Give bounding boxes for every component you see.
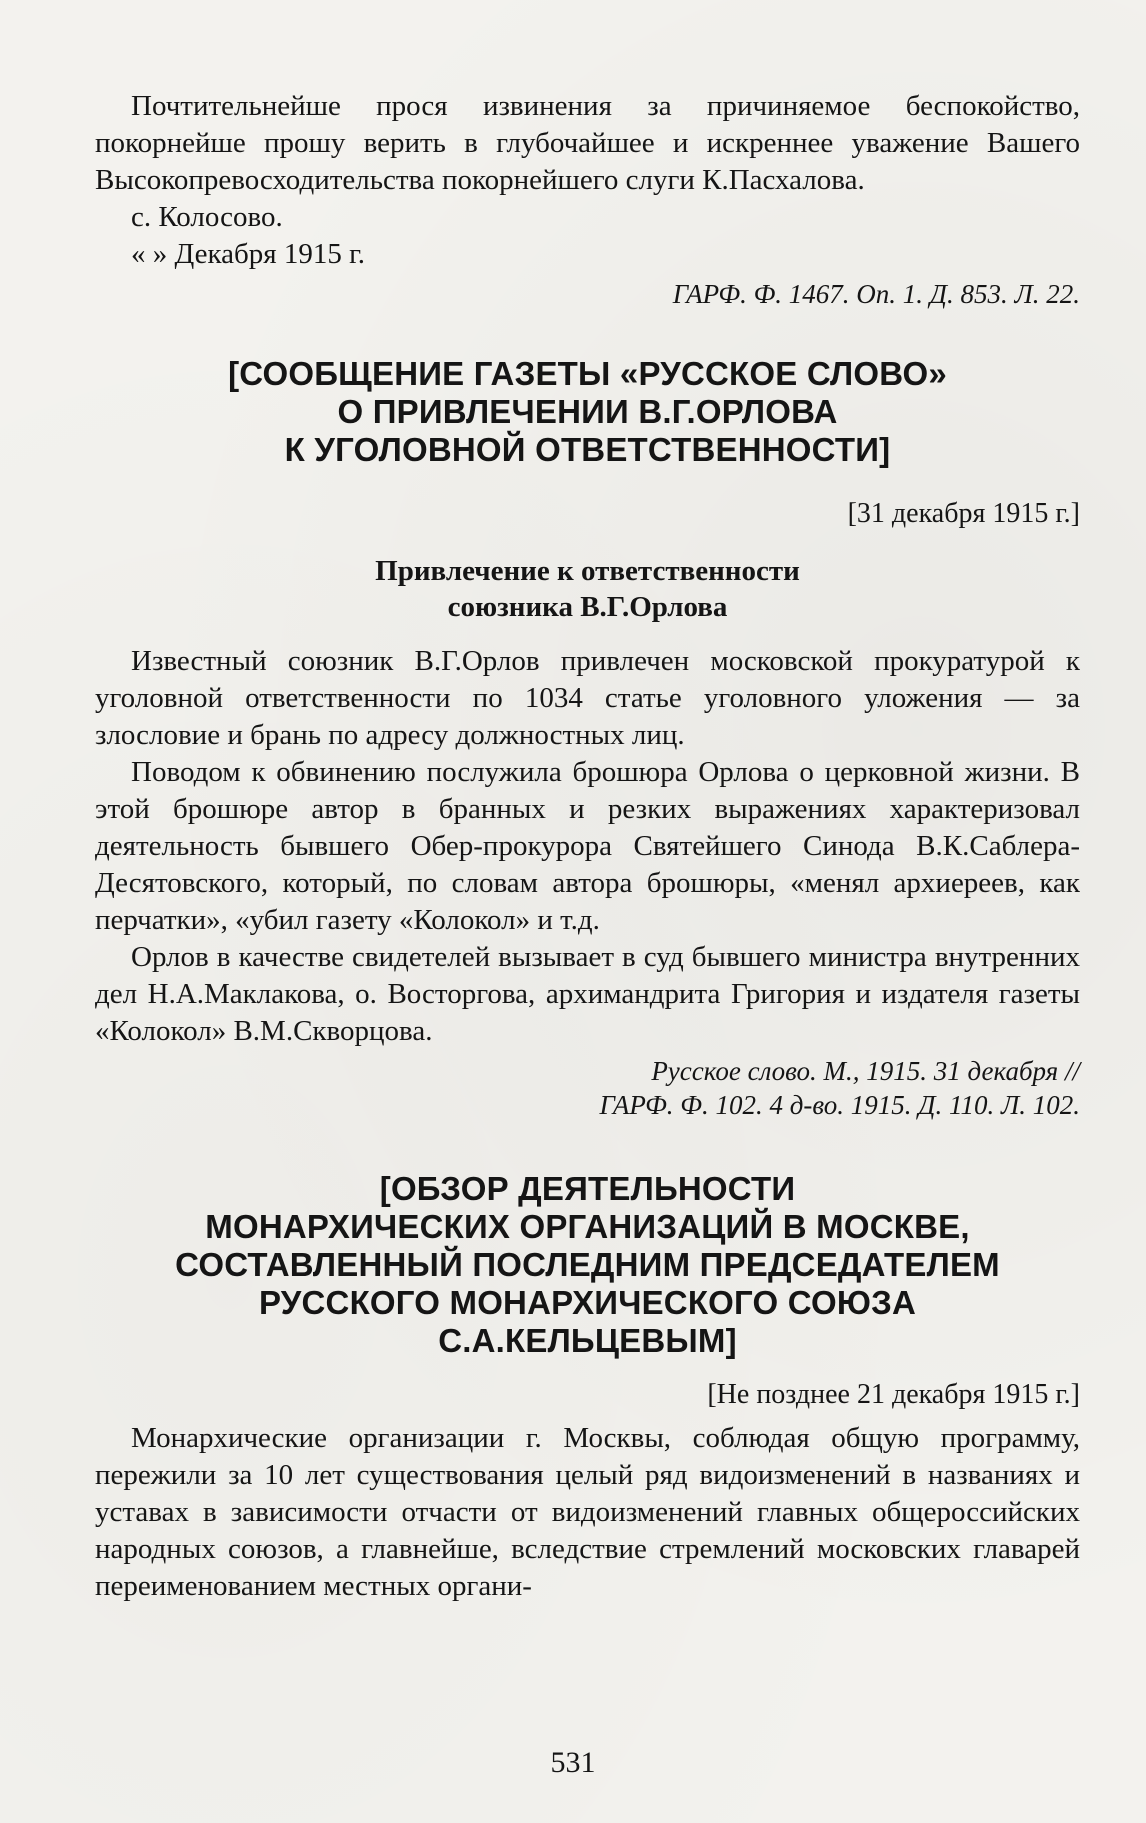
section1-citation <box>95 1054 1080 1122</box>
section1-heading-line: О ПРИВЛЕЧЕНИИ В.Г.ОРЛОВА <box>337 393 838 430</box>
page-number: 531 <box>550 1746 596 1779</box>
section1-date: [31 декабря 1915 г.] <box>847 498 1080 529</box>
section1-subheading-line: союзника В.Г.Орлова <box>447 591 728 623</box>
section1-heading-line: К УГОЛОВНОЙ ОТВЕТСТВЕННОСТИ] <box>284 431 891 468</box>
section1-heading-line: [СООБЩЕНИЕ ГАЗЕТЫ «РУССКОЕ СЛОВО» <box>228 355 947 392</box>
letter-date: « » Декабря 1915 г. <box>131 238 365 270</box>
section1-citation-line: Русское слово. М., 1915. 31 декабря // <box>651 1056 1080 1086</box>
section2-heading-line: МОНАРХИЧЕСКИХ ОРГАНИЗАЦИЙ В МОСКВЕ, <box>205 1208 970 1245</box>
section1-paragraph: Известный союзник В.Г.Орлов привлечен московской прокуратурой к уголовной ответственности по 1034 статье уголовного уложения — за злословие и брань по адресу должностных лиц. <box>95 645 1080 751</box>
section1-citation-line: ГАРФ. Ф. 102. 4 д-во. 1915. Д. 110. Л. 102. <box>599 1090 1080 1120</box>
section1-paragraph: Орлов в качестве свидетелей вызывает в суд бывшего министра внутренних дел Н.А.Маклакова, о. Восторгова, архимандрита Григория и издателя газеты «Колокол» В.М.Скворцова. <box>95 941 1080 1047</box>
section2-heading-line: РУССКОГО МОНАРХИЧЕСКОГО СОЮЗА <box>259 1284 916 1321</box>
text-column <box>95 88 1080 1605</box>
section2-heading-line: С.А.КЕЛЬЦЕВЫМ] <box>438 1322 737 1359</box>
section2-heading-line: [ОБЗОР ДЕЯТЕЛЬНОСТИ <box>379 1170 796 1207</box>
section1-subheading <box>95 553 1080 625</box>
section1-paragraph: Поводом к обвинению послужила брошюра Орлова о церковной жизни. В этой брошюре автор в бранных и резких выражениях характеризовал деятельность бывшего Обер-прокурора Святейшего Синода В.К.Саблера-Десятовского, который, по словам автора брошюры, «менял архиереев, как перчатки», «убил газету «Колокол» и т.д. <box>95 756 1080 936</box>
section2-date: [Не позднее 21 декабря 1915 г.] <box>707 1379 1080 1410</box>
section1-heading <box>95 355 1080 469</box>
section1-subheading-line: Привлечение к ответственности <box>375 555 800 587</box>
section2-paragraph: Монархические организации г. Москвы, соблюдая общую программу, пережили за 10 лет существования целый ряд видоизменений в названиях и уставах в зависимости отчасти от видоизменений главных общероссийских народных союзов, а главнейше, вследствие стремлений московских главарей переименованием местных органи- <box>95 1422 1080 1602</box>
letter-place: с. Колосово. <box>131 201 283 233</box>
letter-closing: Почтительнейше прося извинения за причиняемое беспокойство, покорнейше прошу верить в глубочайшее и искреннее уважение Вашего Высокопревосходительства покорнейшего слуги К.Пасхалова. <box>95 90 1080 196</box>
section2-heading <box>95 1170 1080 1360</box>
section2-heading-line: СОСТАВЛЕННЫЙ ПОСЛЕДНИМ ПРЕДСЕДАТЕЛЕМ <box>175 1246 1000 1283</box>
archive-citation: ГАРФ. Ф. 1467. Оп. 1. Д. 853. Л. 22. <box>672 279 1080 309</box>
